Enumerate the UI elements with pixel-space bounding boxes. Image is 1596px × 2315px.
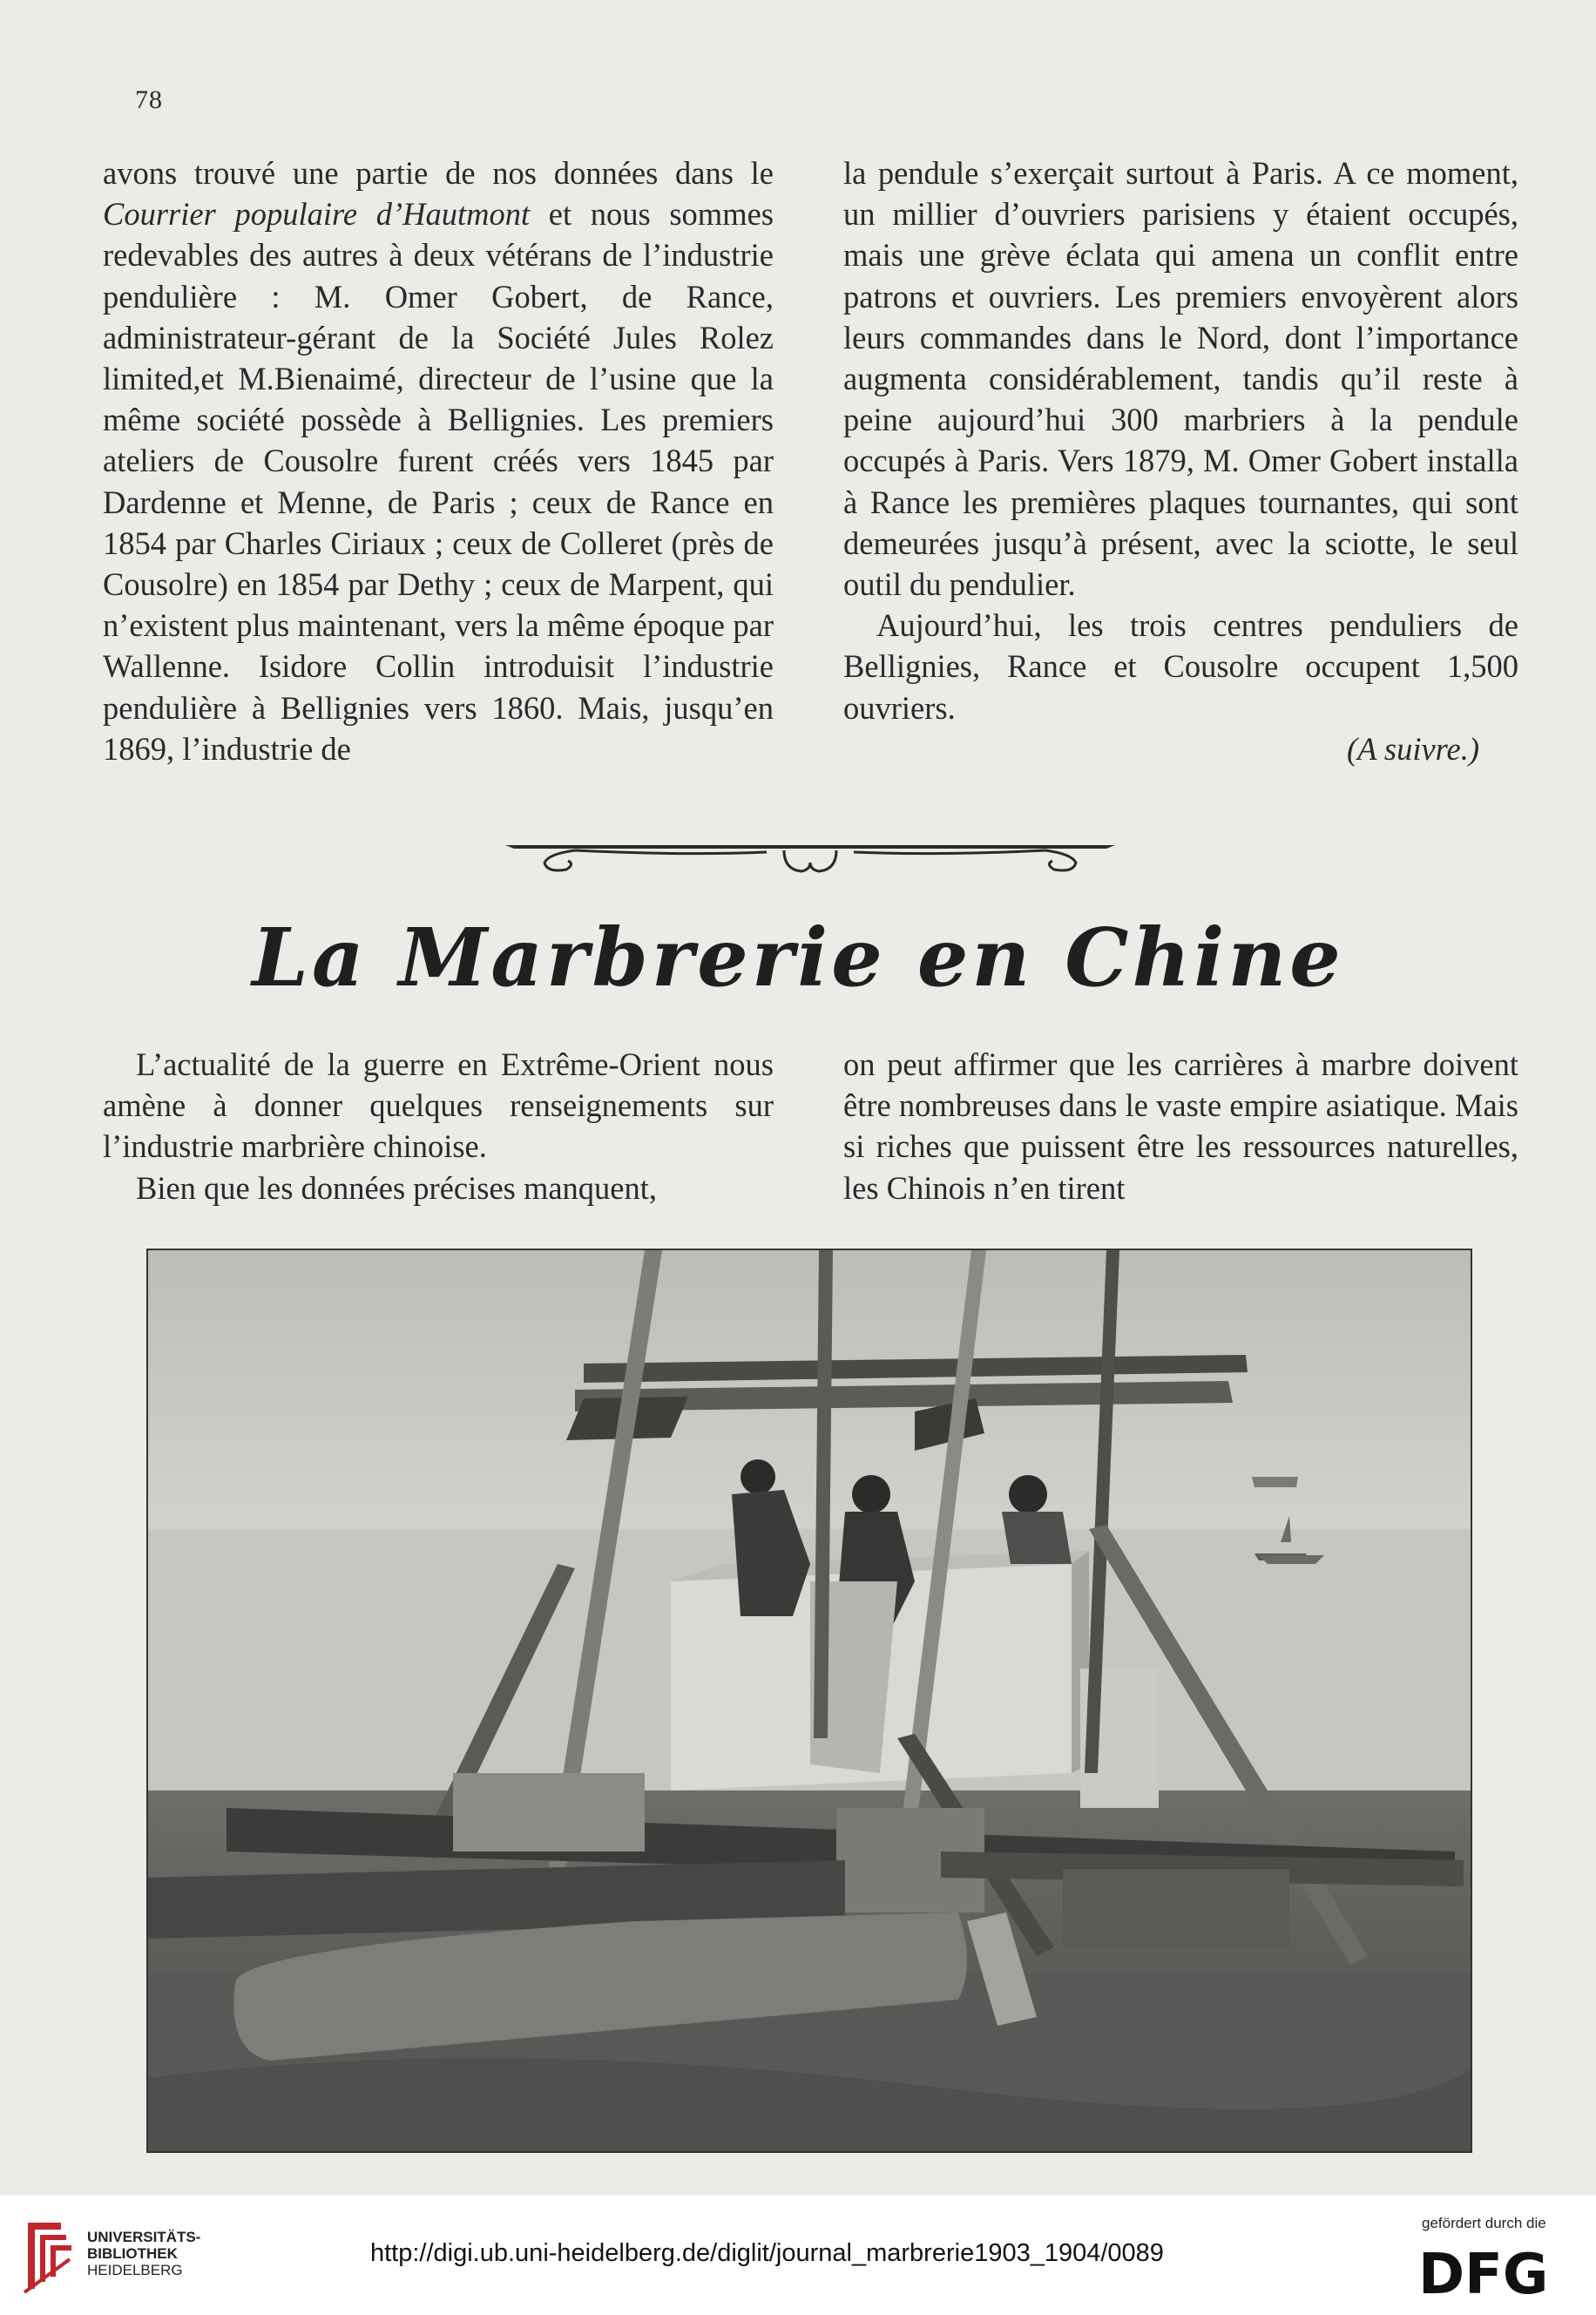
decorative-divider-ornament	[505, 828, 1115, 889]
page-number: 78	[135, 85, 163, 114]
funded-by-caption: gefördert durch die	[1422, 2215, 1546, 2231]
top-right-paragraph-1: la pendule s’exerçait surtout à Paris. A ce moment, un millier d’ouvriers parisiens y étaient occupés, mais une grève éclata qui amena un conflit entre patrons et ouvriers. Les premiers envoyèrent alors leurs commandes dans le Nord, dont l’importance augmenta considérablement, tandis qu’il reste à peine aujourd’hui 300 marbriers à la pendule occupés à Paris. Vers 1879, M. Omer Gobert installa à Rance les premières plaques tournantes, qui sont demeurées jusqu’à présent, avec la sciotte, le seul outil du pendulier.	[843, 155, 1518, 603]
photo-illustration	[148, 1250, 1471, 2151]
top-left-column	[103, 152, 774, 769]
university-library-logo-icon	[17, 2216, 78, 2296]
svg-text:DFG: DFG	[1418, 2244, 1549, 2298]
dfg-logo	[1418, 2244, 1575, 2298]
journal-title: Courrier populaire d’Hautmont	[103, 196, 531, 233]
marble-quarry-photograph	[146, 1249, 1472, 2153]
bottom-right-column	[843, 1044, 1518, 1208]
digitization-footer	[0, 2196, 1596, 2315]
top-right-paragraph-2: Aujourd’hui, les trois centres penduliers de Bellignies, Rance et Cousolre occupent 1,500 ouvriers.	[843, 607, 1518, 726]
bottom-right-paragraph: on peut affirmer que les carrières à marbre doivent être nombreuses dans le vaste empire asiatique. Mais si riches que puissent être les ressources naturelles, les Chinois n’en tirent	[843, 1046, 1518, 1206]
top-left-paragraph: avons trouvé une partie de nos données dans le Courrier populaire d’Hautmont et nous sommes redevables des autres à deux vétérans de l’industrie pendulière : M. Omer Gobert, de Rance, administrateur-gérant de la Société Jules Rolez limited,et M.Bienaimé, directeur de l’usine que la même société possède à Bellignies. Les premiers ateliers de Cousolre furent créés vers 1845 par Dardenne et Menne, de Paris ; ceux de Rance en 1854 par Charles Ciriaux ; ceux de Colleret (près de Cousolre) en 1854 par Dethy ; ceux de Marpent, qui n’existent plus maintenant, vers la même époque par Wallenne. Isidore Collin introduisit l’industrie pendulière à Bellignies vers 1860. Mais, jusqu’en 1869, l’industrie de	[103, 155, 774, 767]
bottom-left-paragraph-2: Bien que les données précises manquent,	[136, 1169, 658, 1206]
top-right-column	[843, 152, 1518, 769]
document-url-link[interactable]: http://digi.ub.uni-heidelberg.de/diglit/journal_marbrerie1903_1904/0089	[370, 2239, 1164, 2267]
bottom-left-column	[103, 1044, 774, 1208]
university-library-name: UNIVERSITÄTS- BIBLIOTHEK HEIDELBERG	[87, 2229, 201, 2278]
article-title: La Marbrerie en Chine	[252, 910, 1344, 1005]
to-be-continued: (A suivre.)	[1346, 730, 1479, 767]
bottom-left-paragraph-1: L’actualité de la guerre en Extrême-Orient nous amène à donner quelques renseignements sur l’industrie marbrière chinoise.	[103, 1046, 774, 1165]
